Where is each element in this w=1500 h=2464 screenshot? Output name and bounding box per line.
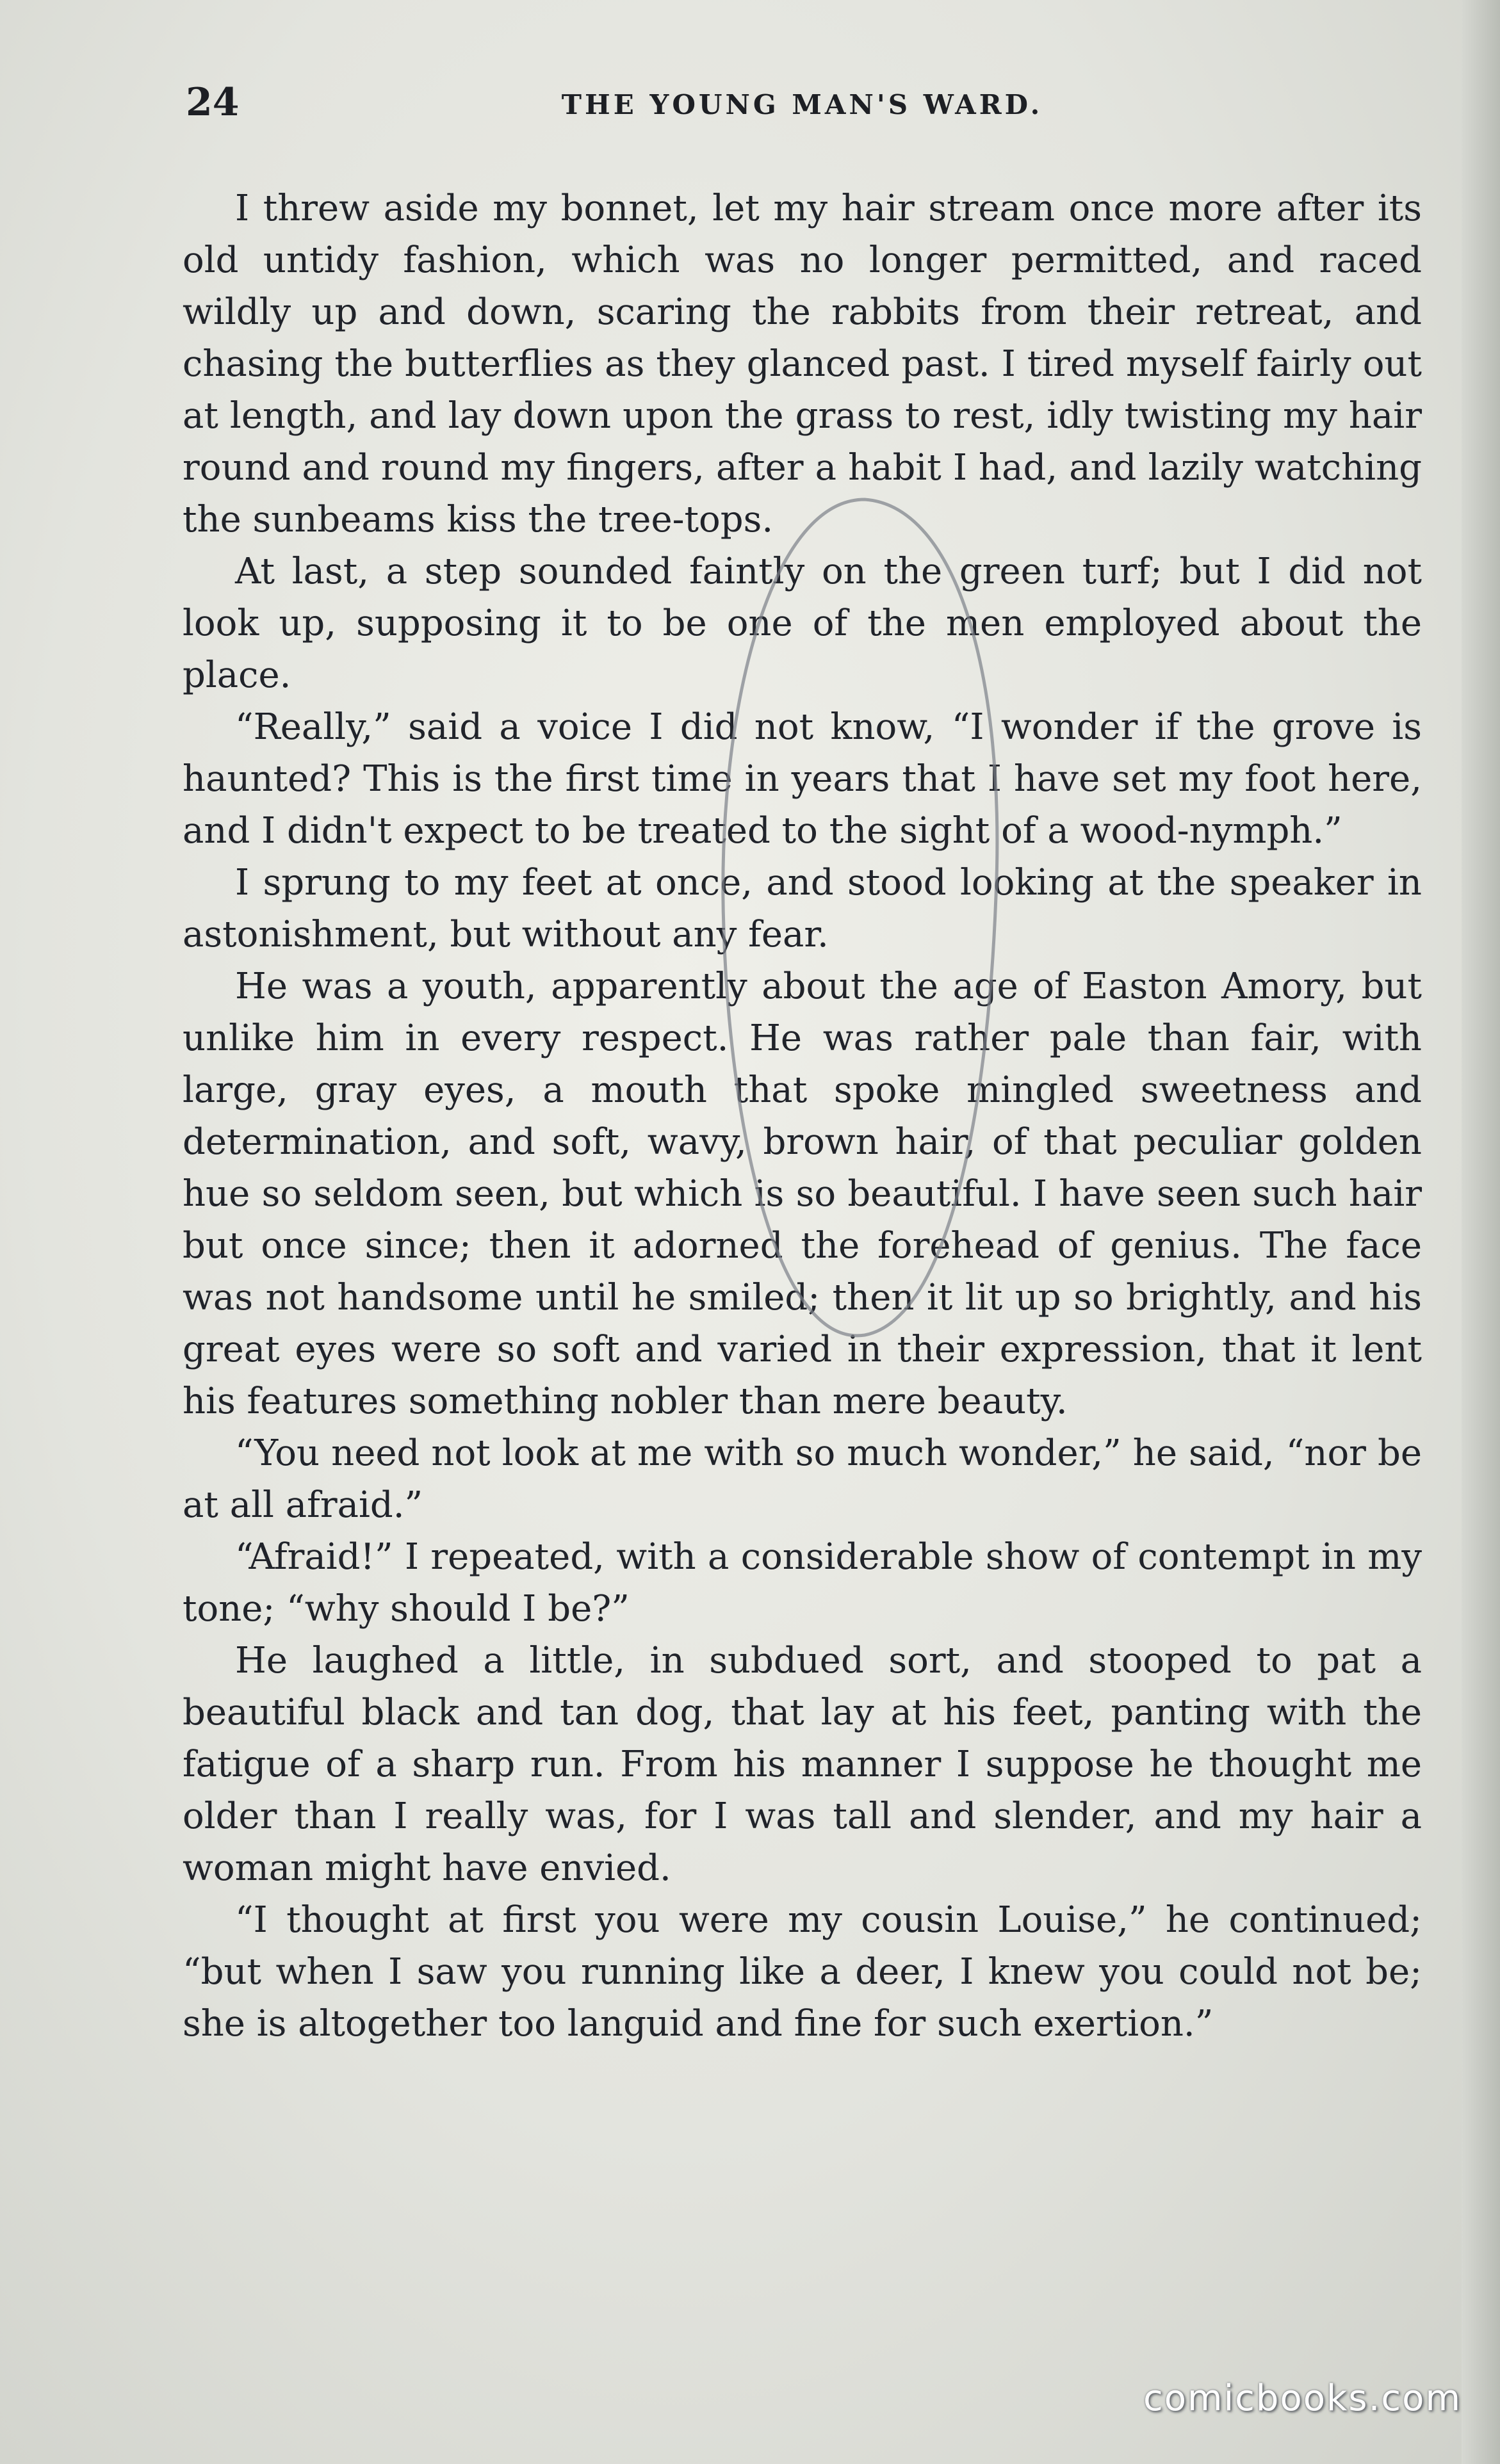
paragraph: “I thought at first you were my cousin Louise,” he continued; “but when I saw you running like a deer, I knew you could not be; she is altogether too languid and fine for such exertion.” — [183, 1899, 1422, 2045]
paragraph: “Really,” said a voice I did not know, “I wonder if the grove is haunted? This is the first time in years that I have set my foot here, and I didn't expect to be treated to the sight of a wood-nymph.” — [183, 706, 1422, 852]
paragraph: I sprung to my feet at once, and stood looking at the speaker in astonishment, but without any fear. — [183, 862, 1422, 955]
paragraph: “Afraid!” I repeated, with a considerable show of contempt in my tone; “why should I be?” — [183, 1536, 1422, 1630]
page-edge-shadow — [1462, 0, 1500, 2464]
paragraph: At last, a step sounded faintly on the green turf; but I did not look up, supposing it to be one of the men employed about the place. — [183, 551, 1422, 696]
paragraph: I threw aside my bonnet, let my hair stream once more after its old untidy fashion, which was no longer permitted, and raced wildly up and down, scaring the rabbits from their retreat, and chasing the butterflies as they glanced past. I tired myself fairly out at length, and lay down upon the grass to rest, idly twisting my hair round and round my fingers, after a habit I had, and lazily watching the sunbeams kiss the tree-tops. — [183, 188, 1422, 540]
running-title: THE YOUNG MAN'S WARD. — [561, 89, 1043, 120]
paragraph: “You need not look at me with so much wonder,” he said, “nor be at all afraid.” — [183, 1432, 1422, 1526]
paragraph: He was a youth, apparently about the age of Easton Amory, but unlike him in every respect. He was rather pale than fair, with large, gray eyes, a mouth that spoke mingled sweetness and determination, and soft, wavy, brown hair, of that peculiar golden hue so seldom seen, but which is so beautiful. I have seen such hair but once since; then it adorned the forehead of genius. The face was not handsome until he smiled; then it lit up so brightly, and his great eyes were so soft and varied in their expression, that it lent his features something nobler than mere beauty. — [183, 966, 1422, 1422]
paragraph: He laughed a little, in subdued sort, and stooped to pat a beautiful black and tan dog, that lay at his feet, panting with the fatigue of a sharp run. From his manner I suppose he thought me older than I really was, for I was tall and slender, and my hair a woman might have envied. — [183, 1640, 1422, 1889]
body-text — [183, 182, 1422, 2050]
watermark: comicbooks.com — [1143, 2378, 1462, 2419]
page-header — [179, 80, 1425, 131]
page-number: 24 — [186, 80, 240, 125]
